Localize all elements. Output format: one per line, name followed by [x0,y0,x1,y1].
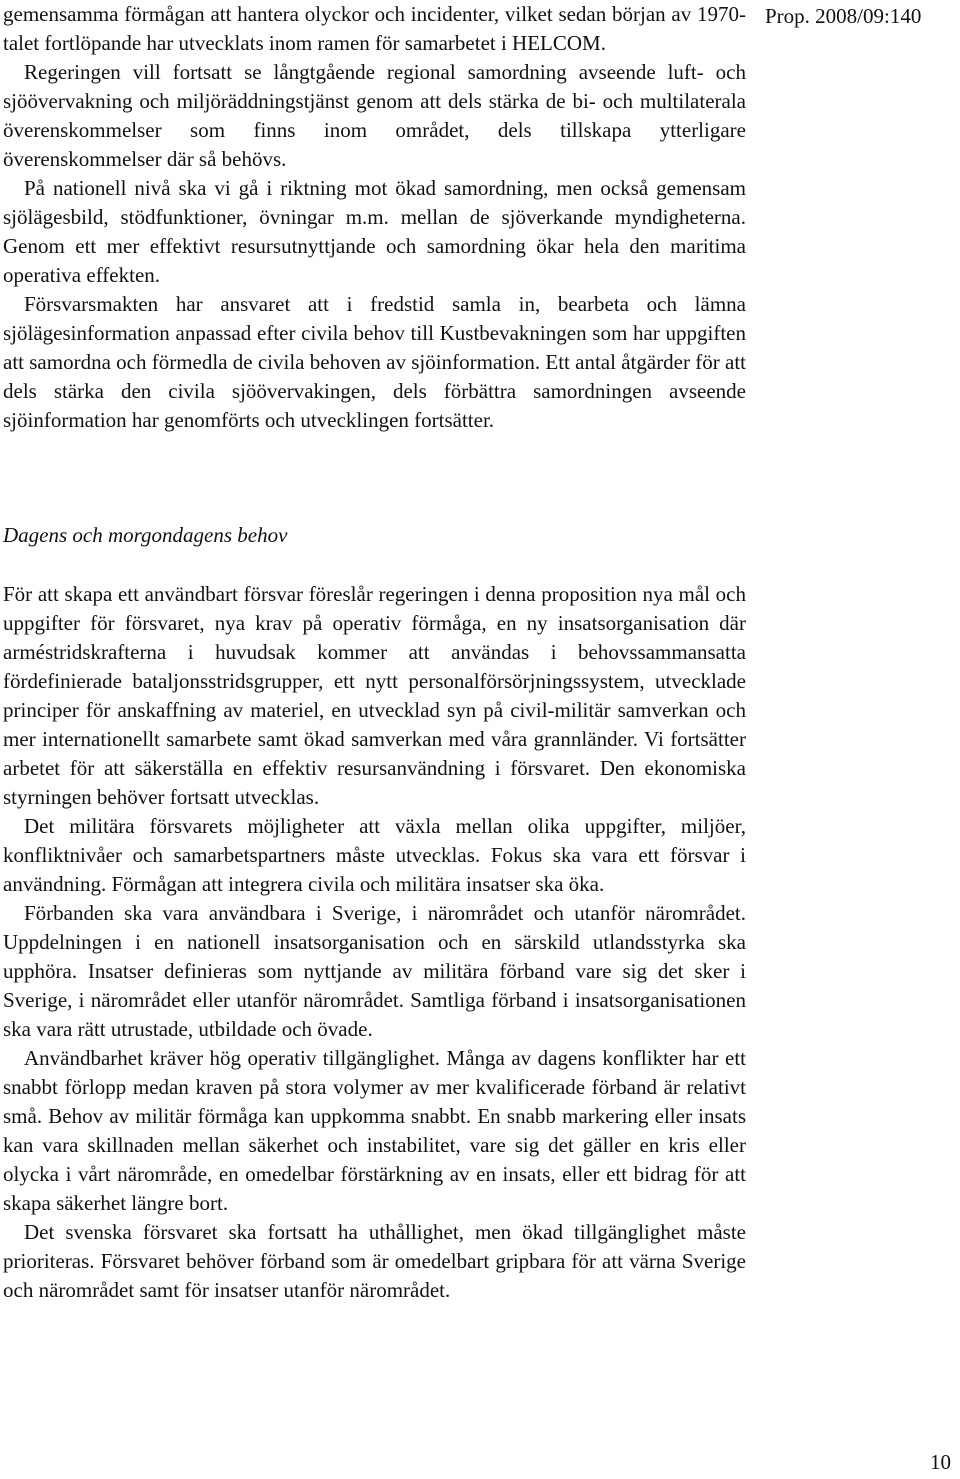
paragraph: För att skapa ett användbart försvar föreslår regeringen i denna proposition nya mål och uppgifter för försvaret, nya krav på operativ förmåga, en ny insatsorganisation där arméstridskrafterna i huvudsak kommer att användas i behovssammansatta fördefinierade bataljonsstridsgrupper, ett nytt personalförsörjningssystem, utvecklade principer för anskaffning av materiel, en utvecklad syn på civil-militär samverkan och mer internationellt samarbete samt ökad samverkan med våra grannländer. Vi fortsätter arbetet för att säkerställa en effektiv resursanvändning i försvaret. Den ekonomiska styrningen behöver fortsatt utvecklas. [3,582,746,809]
paragraph: Regeringen vill fortsatt se långtgående regional samordning avseende luft- och sjöövervakning och miljöräddningstjänst genom att dels stärka de bi- och multilaterala överenskommelser som finns inom området, dels tillskapa ytterligare överenskommelser där så behövs. [3,60,746,171]
paragraph: Försvarsmakten har ansvaret att i fredstid samla in, bearbeta och lämna sjölägesinformation anpassad efter civila behov till Kustbevakningen som har uppgiften att samordna och förmedla de civila behoven av sjöinformation. Ett antal åtgärder för att dels stärka den civila sjöövervakingen, dels förbättra samordningen avseende sjöinformation har genomförts och utvecklingen fortsätter. [3,292,746,432]
page-number: 10 [930,1450,951,1474]
paragraph: Förbanden ska vara användbara i Sverige, i närområdet och utanför närområdet. Uppdelningen i en nationell insatsorganisation och en särskild utlandsstyrka ska upphöra. Insatser definieras som nyttjande av militära förband vare sig det sker i Sverige, i närområdet eller utanför närområdet. Samtliga förband i insatsorganisationen ska vara rätt utrustade, utbildade och övade. [3,901,746,1041]
section-heading: Dagens och morgondagens behov [3,523,288,547]
paragraph: Användbarhet kräver hög operativ tillgänglighet. Många av dagens konflikter har ett snabbt förlopp medan kraven på stora volymer av mer kvalificerade förband är relativt små. Behov av militär förmåga kan uppkomma snabbt. En snabb markering eller insats kan vara skillnaden mellan säkerhet och instabilitet, vare sig det gäller en kris eller olycka i vårt närområde, en omedelbar förstärkning av en insats, eller ett bidrag för att skapa säkerhet längre bort. [3,1046,746,1215]
body-text-top [3,0,746,435]
paragraph-continuation: gemensamma förmågan att hantera olyckor och incidenter, vilket sedan början av 1970-talet fortlöpande har utvecklats inom ramen för samarbetet i HELCOM. [3,2,746,55]
paragraph: Det militära försvarets möjligheter att växla mellan olika uppgifter, miljöer, konfliktnivåer och samarbetspartners måste utvecklas. Fokus ska vara ett försvar i användning. Förmågan att integrera civila och militära insatser ska öka. [3,814,746,896]
proposition-reference: Prop. 2008/09:140 [765,4,922,28]
paragraph: Det svenska försvaret ska fortsatt ha uthållighet, men ökad tillgänglighet måste prioriteras. Försvaret behöver förband som är omedelbart gripbara för att värna Sverige och närområdet samt för insatser utanför närområdet. [3,1220,746,1302]
body-text-bottom [3,580,746,1305]
paragraph: På nationell nivå ska vi gå i riktning mot ökad samordning, men också gemensam sjölägesbild, stödfunktioner, övningar m.m. mellan de sjöverkande myndigheterna. Genom ett mer effektivt resursutnyttjande och samordning ökar hela den maritima operativa effekten. [3,176,746,287]
